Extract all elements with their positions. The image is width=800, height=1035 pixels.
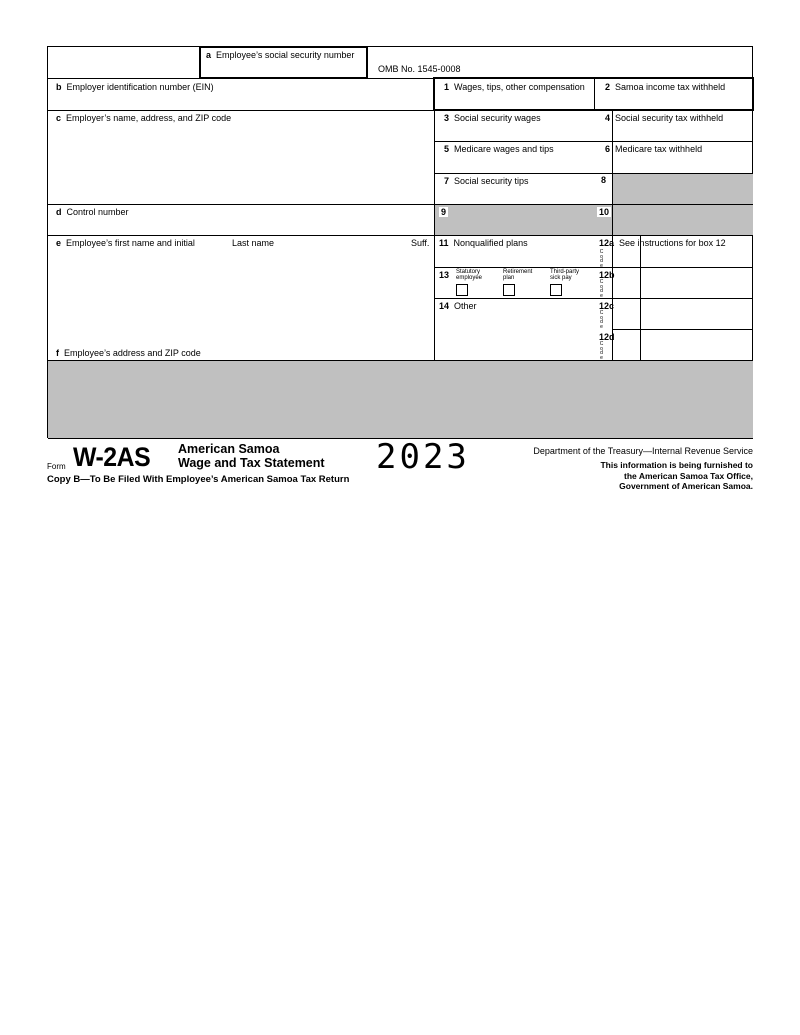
box-13-thirdparty-label: Third-party sick pay	[550, 269, 580, 281]
box-9-label: 9	[441, 207, 447, 217]
box-2-label: 2 Samoa income tax withheld	[605, 82, 726, 92]
box-1-label: 1 Wages, tips, other compensation	[444, 82, 585, 92]
box-11-label: 11 Nonqualified plans	[439, 238, 528, 248]
omb-number: OMB No. 1545-0008	[378, 64, 461, 74]
box-5-label: 5 Medicare wages and tips	[444, 144, 554, 154]
box-12a-label: 12a See instructions for box 12	[599, 238, 726, 248]
box-e-suffix: Suff.	[411, 238, 430, 248]
box-10-shade	[612, 204, 753, 235]
box-12d-code-label: C o d e	[599, 341, 604, 361]
retirement-plan-checkbox[interactable]	[503, 284, 515, 296]
box-e-label: e Employee’s first name and initial	[56, 238, 195, 248]
form-title-line2: Wage and Tax Statement	[178, 456, 325, 470]
box-e-last-name: Last name	[232, 238, 275, 248]
box-13-retirement-label: Retirement plan	[503, 269, 533, 281]
bottom-shade	[48, 361, 753, 439]
box-7-label: 7 Social security tips	[444, 176, 529, 186]
box-8-label: 8	[601, 175, 607, 185]
copy-b-line: Copy B—To Be Filed With Employee’s American Samoa Tax Return	[47, 474, 350, 485]
form-word: Form	[47, 462, 66, 471]
box-f-label: f Employee’s address and ZIP code	[56, 348, 201, 358]
box-13-statutory-label: Statutory employee	[456, 269, 483, 281]
w2as-form	[47, 46, 753, 438]
box-12b-code-label: C o d e	[599, 279, 604, 299]
box-6-label: 6 Medicare tax withheld	[605, 144, 703, 154]
box-10-label: 10	[599, 207, 610, 217]
box-9-shade	[434, 204, 612, 235]
box-4-label: 4 Social security tax withheld	[605, 113, 724, 123]
department: Department of the Treasury—Internal Revenue Service	[533, 446, 753, 456]
box-12a-code-label: C o d e	[599, 249, 604, 269]
form-footer	[47, 437, 753, 500]
box-13-label: 13	[439, 270, 450, 280]
box-c-label: c Employer’s name, address, and ZIP code	[56, 113, 232, 123]
box-12c-code-label: C o d e	[599, 310, 604, 330]
box-12c-label: 12c	[599, 301, 615, 311]
notice: This information is being furnished to the American Samoa Tax Office, Government of American Samoa.	[600, 460, 753, 491]
box-3-label: 3 Social security wages	[444, 113, 541, 123]
box-b-label: b Employer identification number (EIN)	[56, 82, 214, 92]
box-d-label: d Control number	[56, 207, 129, 217]
form-name: W-2AS	[73, 442, 151, 472]
third-party-sick-pay-checkbox[interactable]	[550, 284, 562, 296]
box-a-label: a Employee’s social security number	[206, 50, 355, 60]
box-8-shade	[612, 173, 753, 204]
form-title-line1: American Samoa	[178, 442, 280, 456]
tax-year: 2023	[376, 437, 470, 477]
statutory-employee-checkbox[interactable]	[456, 284, 468, 296]
box-12b-label: 12b	[599, 270, 615, 280]
box-14-label: 14 Other	[439, 301, 477, 311]
box-12d-label: 12d	[599, 332, 615, 342]
